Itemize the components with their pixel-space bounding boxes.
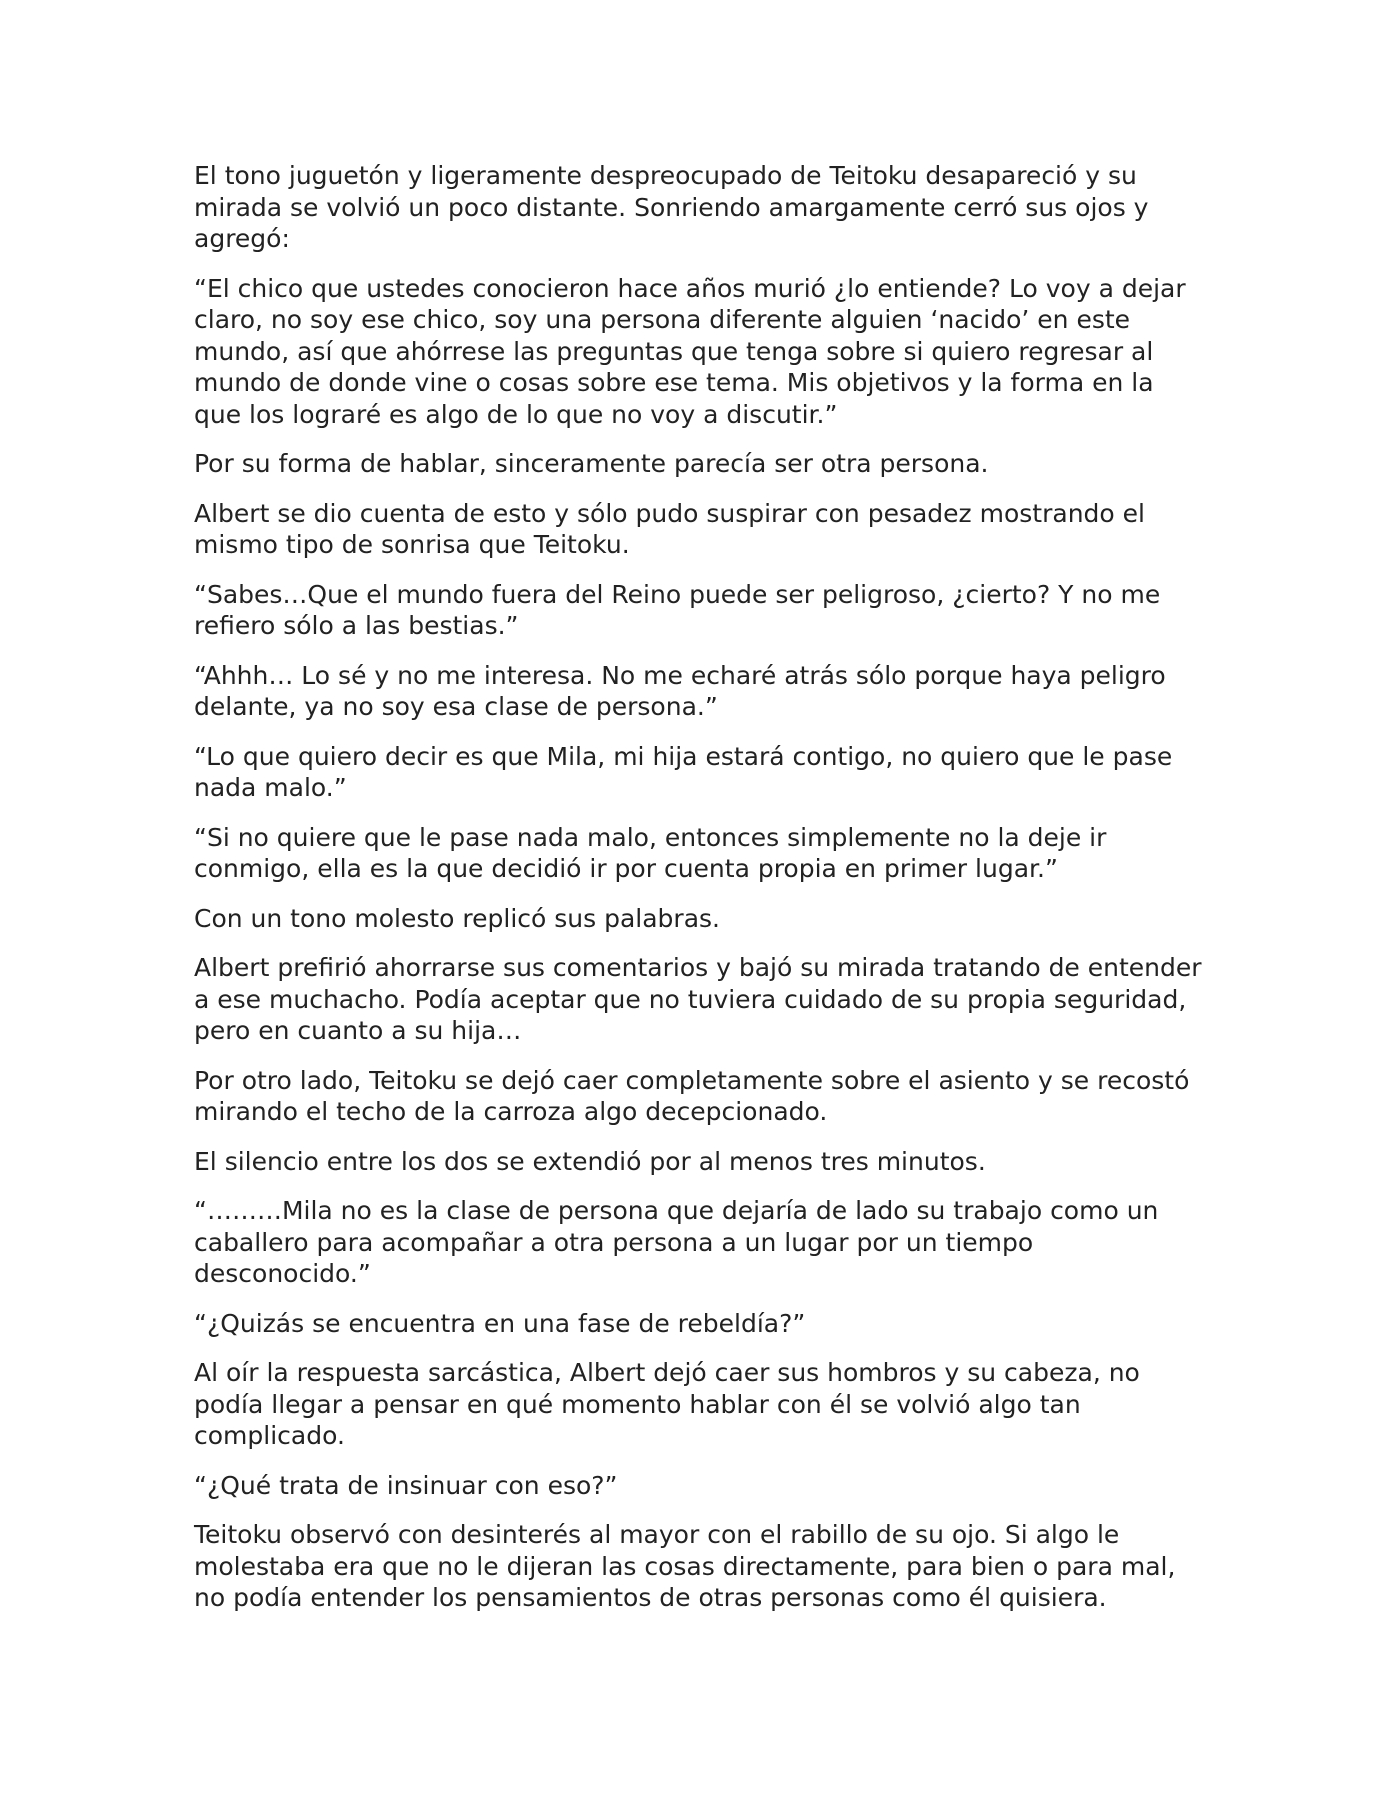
paragraph-4: Albert se dio cuenta de esto y sólo pudo suspirar con pesadez mostrando el mismo tipo de sonrisa que Teitoku. bbox=[194, 498, 1145, 559]
paragraph-2: “El chico que ustedes conocieron hace años murió ¿lo entiende? Lo voy a dejar claro, no soy ese chico, soy una persona diferente alguien ‘nacido’ en este mundo, así que ahórrese las preguntas que tenga sobre si quiero regresar al mundo de donde vine o cosas sobre ese tema. Mis objetivos y la forma en la que los lograré es algo de lo que no voy a discutir.” bbox=[194, 273, 1186, 429]
paragraph-9: Con un tono molesto replicó sus palabras. bbox=[194, 903, 721, 933]
paragraph-10: Albert prefirió ahorrarse sus comentarios y bajó su mirada tratando de entender a ese muchacho. Podía aceptar que no tuviera cuidado de su propia seguridad, pero en cuanto a su hija… bbox=[194, 953, 1202, 1045]
paragraph-3: Por su forma de hablar, sinceramente parecía ser otra persona. bbox=[194, 449, 989, 478]
paragraph-8: “Si no quiere que le pase nada malo, entonces simplemente no la deje ir conmigo, ella es la que decidió ir por cuenta propia en primer lugar.” bbox=[194, 822, 1107, 883]
paragraph-15: Al oír la respuesta sarcástica, Albert dejó caer sus hombros y su cabeza, no podía llegar a pensar en qué momento hablar con él se volvió algo tan complicado. bbox=[194, 1358, 1140, 1450]
paragraph-12: El silencio entre los dos se extendió por al menos tres minutos. bbox=[194, 1146, 986, 1176]
paragraph-16: “¿Qué trata de insinuar con eso?” bbox=[194, 1470, 618, 1500]
paragraph-14: “¿Quizás se encuentra en una fase de rebeldía?” bbox=[194, 1308, 806, 1338]
paragraph-7: “Lo que quiero decir es que Mila, mi hija estará contigo, no quiero que le pase nada malo.” bbox=[194, 741, 1173, 802]
paragraph-13: “………Mila no es la clase de persona que dejaría de lado su trabajo como un caballero para acompañar a otra persona a un lugar por un tiempo desconocido.” bbox=[194, 1196, 1159, 1288]
document-page bbox=[194, 160, 1204, 1632]
paragraph-1: El tono juguetón y ligeramente despreocupado de Teitoku desapareció y su mirada se volvió un poco distante. Sonriendo amargamente cerró sus ojos y agregó: bbox=[194, 161, 1149, 253]
paragraph-5: “Sabes…Que el mundo fuera del Reino puede ser peligroso, ¿cierto? Y no me refiero sólo a las bestias.” bbox=[194, 579, 1161, 640]
paragraph-17: Teitoku observó con desinterés al mayor con el rabillo de su ojo. Si algo le molestaba era que no le dijeran las cosas directamente, para bien o para mal, no podía entender los pensamientos de otras personas como él quisiera. bbox=[194, 1520, 1176, 1612]
paragraph-11: Por otro lado, Teitoku se dejó caer completamente sobre el asiento y se recostó mirando el techo de la carroza algo decepcionado. bbox=[194, 1065, 1190, 1126]
paragraph-6: “Ahhh… Lo sé y no me interesa. No me echaré atrás sólo porque haya peligro delante, ya no soy esa clase de persona.” bbox=[194, 660, 1166, 721]
